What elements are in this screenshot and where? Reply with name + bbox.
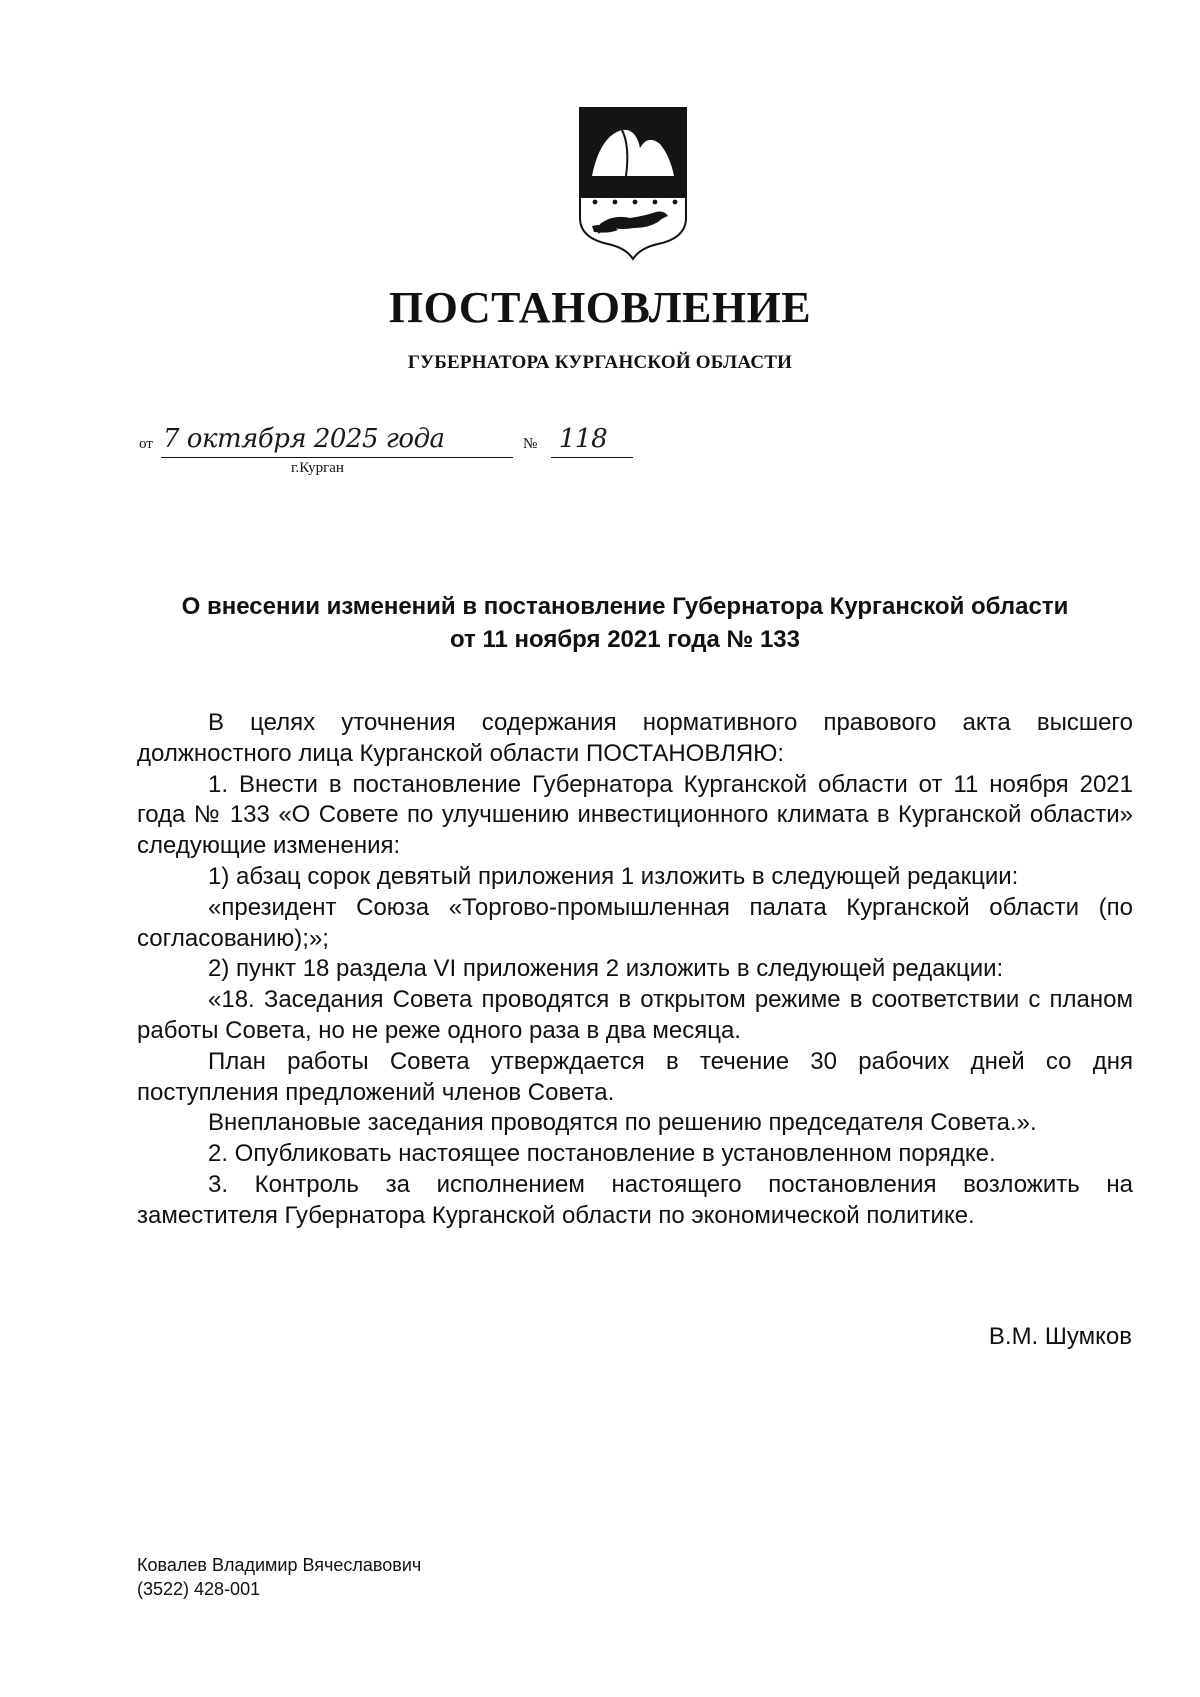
- handwritten-number: 118: [559, 424, 608, 454]
- document-subtitle: ГУБЕРНАТОРА КУРГАНСКОЙ ОБЛАСТИ: [407, 352, 793, 373]
- body-paragraph: 1) абзац сорок девятый приложения 1 изложить в следующей редакции:: [208, 862, 1019, 890]
- coat-of-arms-icon: [578, 106, 688, 261]
- executor-phone: (3522) 428-001: [137, 1579, 261, 1599]
- body-paragraph: «президент Союза «Торгово-промышленная палата Курганской области (по согласованию);»;: [137, 893, 1133, 952]
- executor-info: [137, 1553, 421, 1601]
- number-underline: [551, 457, 633, 458]
- body-paragraph: 3. Контроль за исполнением настоящего постановления возложить на заместителя Губернатора Курганской области по экономической политике.: [137, 1170, 1133, 1229]
- body-paragraph: В целях уточнения содержания нормативного правового акта высшего должностного лица Курганской области ПОСТАНОВЛЯЮ:: [137, 709, 1133, 767]
- document-heading: [130, 590, 1120, 656]
- heading-line-2: от 11 ноября 2021 года № 133: [449, 626, 800, 653]
- handwritten-date: 7 октября 2025 года: [163, 424, 445, 454]
- date-number-line: [139, 424, 659, 500]
- number-label: №: [523, 436, 538, 452]
- document-body: [137, 708, 1133, 1232]
- body-paragraph: 1. Внести в постановление Губернатора Курганской области от 11 ноября 2021 года № 133 «О Совете по улучшению инвестиционного климата в Курганской области» следующие изменения:: [137, 770, 1133, 860]
- document-title: ПОСТАНОВЛЕНИЕ: [388, 283, 812, 332]
- body-paragraph: Внеплановые заседания проводятся по решению председателя Совета.».: [208, 1109, 1037, 1137]
- executor-name: Ковалев Владимир Вячеславович: [137, 1555, 422, 1575]
- date-from-label: от: [139, 436, 153, 452]
- body-paragraph: 2. Опубликовать настоящее постановление в установленном порядке.: [208, 1140, 996, 1168]
- body-paragraph: План работы Совета утверждается в течение 30 рабочих дней со дня поступления предложений членов Совета.: [137, 1047, 1133, 1106]
- heading-line-1: О внесении изменений в постановление Губернатора Курганской области: [181, 593, 1069, 620]
- body-paragraph: 2) пункт 18 раздела VI приложения 2 изложить в следующей редакции:: [208, 955, 1004, 983]
- body-paragraph: «18. Заседания Совета проводятся в открытом режиме в соответствии с планом работы Совета, но не реже одного раза в два месяца.: [137, 986, 1133, 1044]
- place-label: г.Курган: [291, 460, 344, 476]
- date-underline: [161, 457, 513, 458]
- signer-name: В.М. Шумков: [988, 1323, 1132, 1350]
